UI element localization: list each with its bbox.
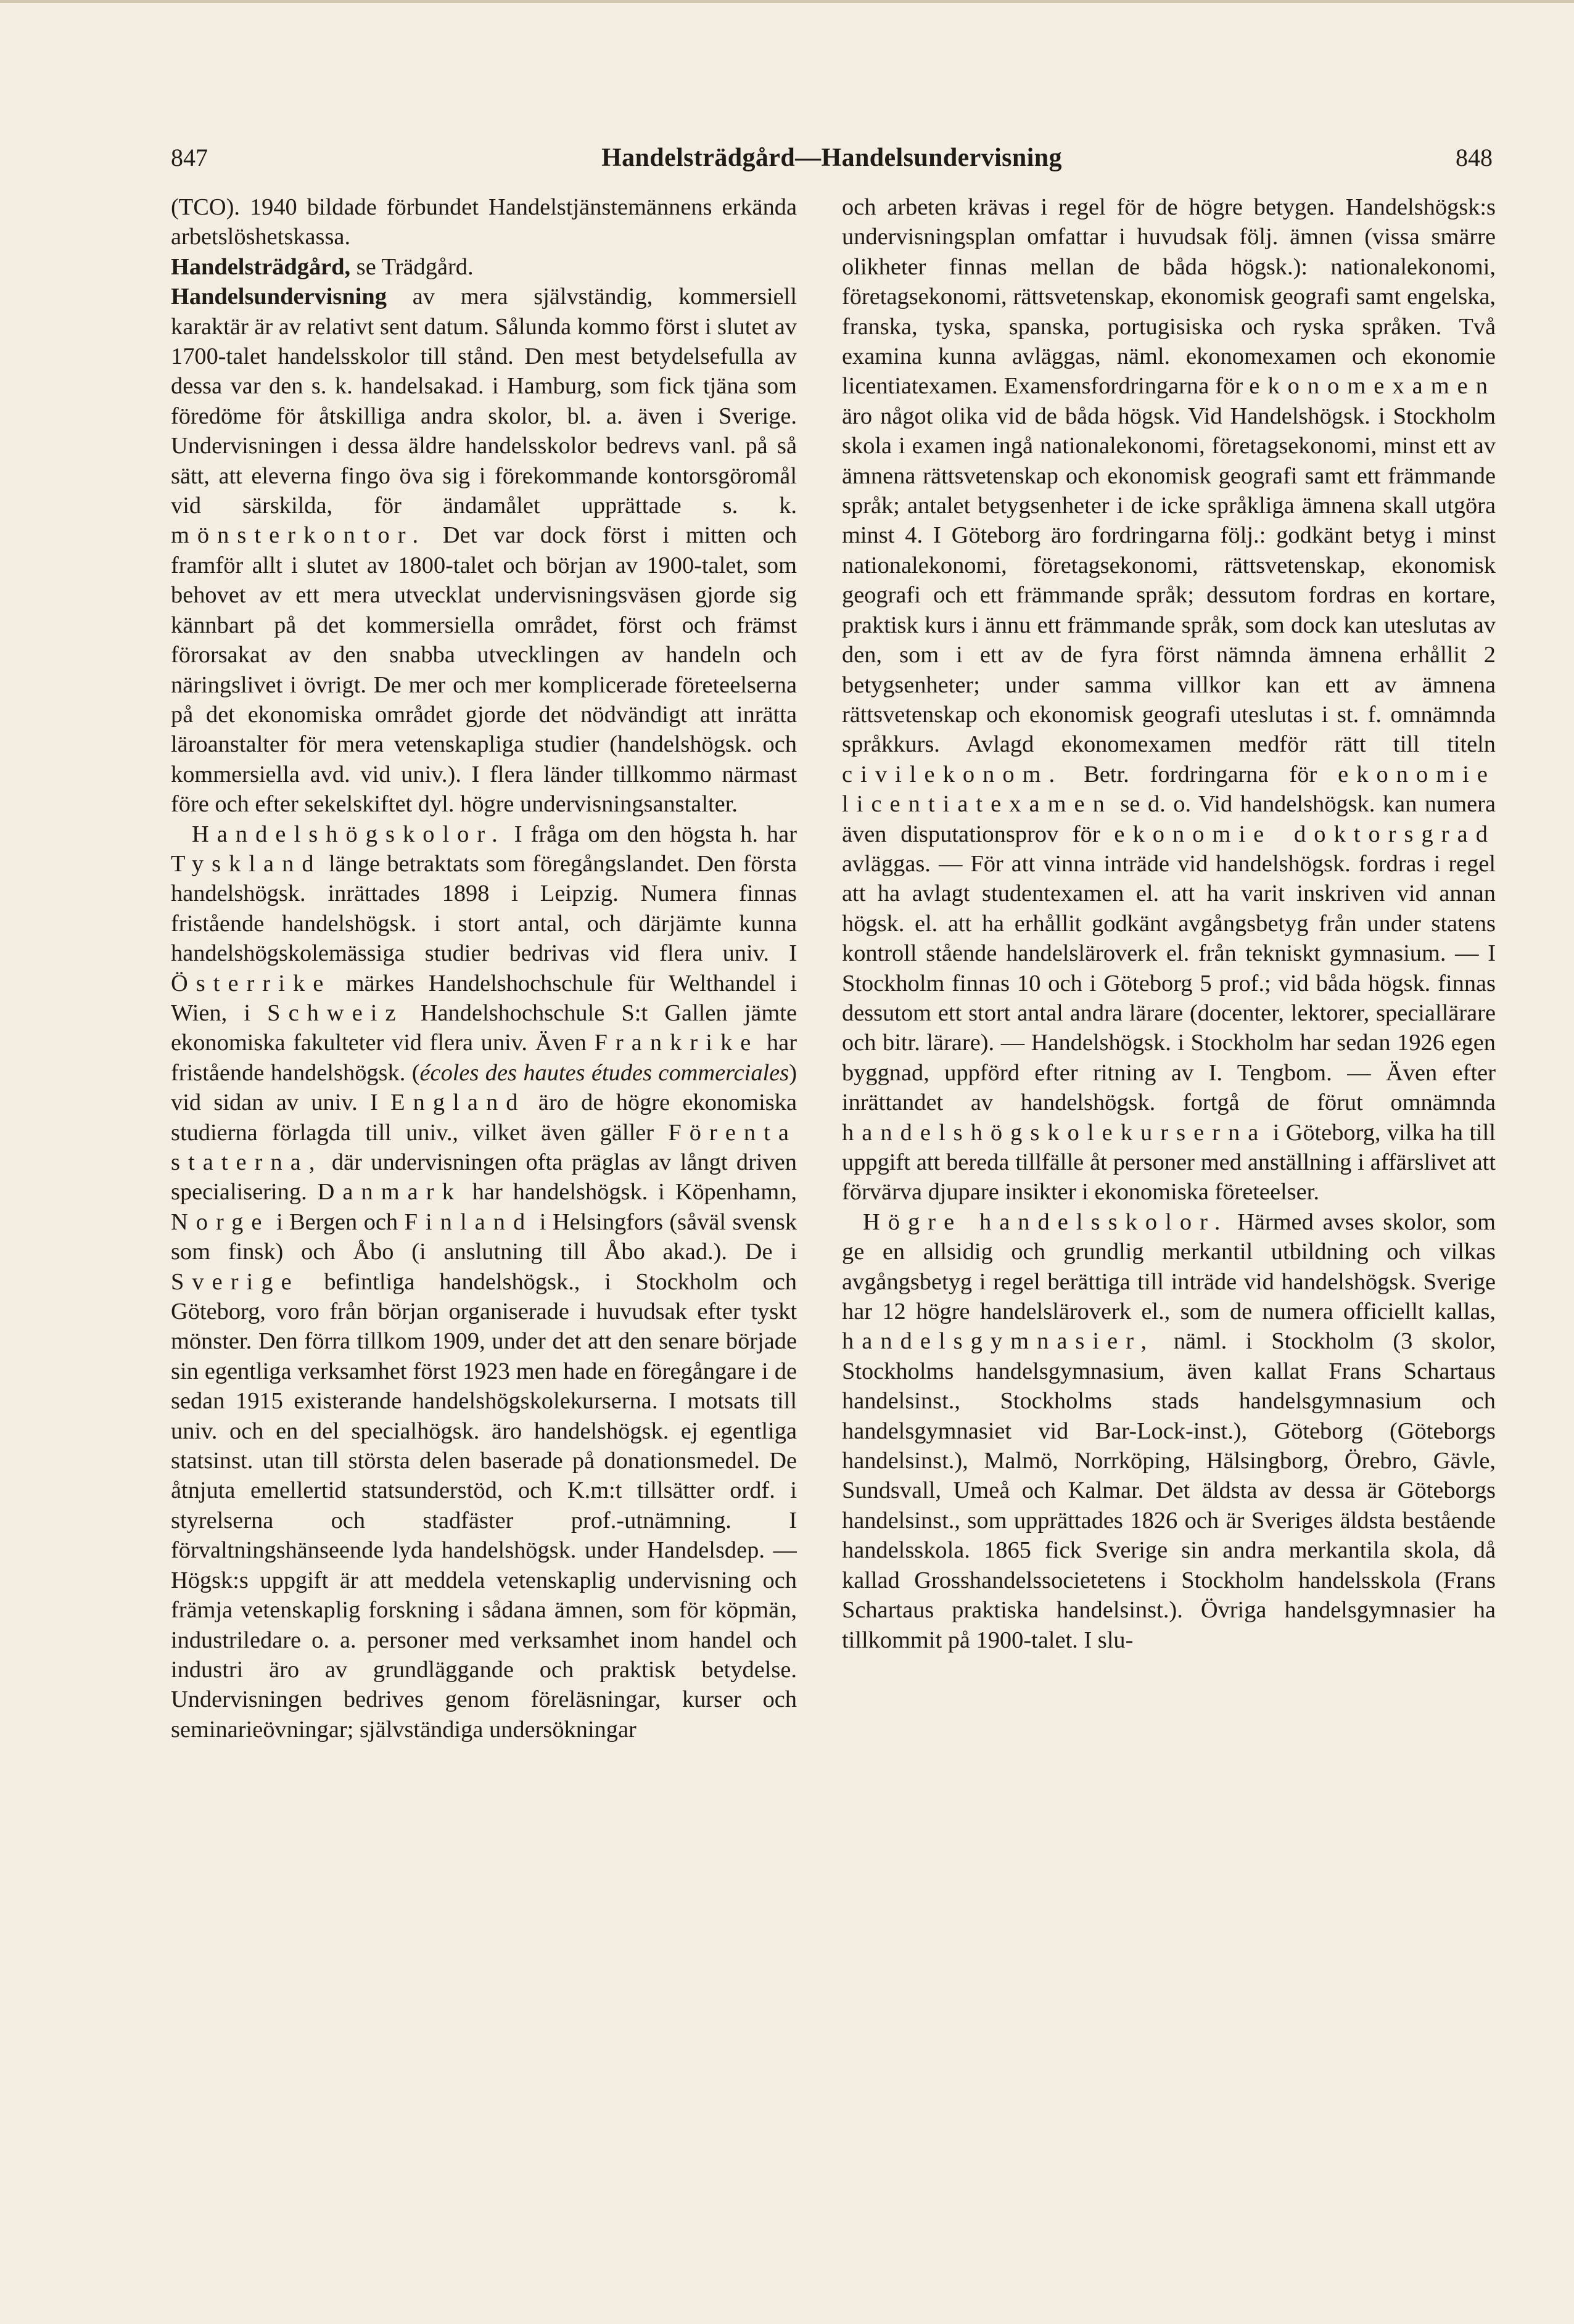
entry-text: ) vid sidan av univ. I <box>171 1059 797 1116</box>
spaced-term: handelshögskolekurserna <box>842 1119 1267 1146</box>
spaced-term: ekonomie licentiatexamen <box>842 761 1496 818</box>
top-edge-rule <box>0 0 1574 3</box>
entry-handelstradgard <box>171 252 797 282</box>
spaced-country: Sverige <box>171 1268 300 1295</box>
entry-text: i Göteborg, vilka ha till uppgift att bereda tillfälle åt personer med anställning i affärslivet att förvärva djupare insikter i ekonomiska företeelser. <box>842 1119 1496 1205</box>
spaced-country: England <box>390 1090 526 1116</box>
spaced-term: ekonomexamen <box>1249 373 1496 400</box>
spaced-country: Frankrike <box>594 1030 759 1056</box>
spaced-country: Norge <box>171 1209 270 1235</box>
spaced-term: mönsterkontor. <box>171 522 427 549</box>
entry-text: i Helsingfors (såväl svensk som finsk) och Åbo (i anslutning till Åbo akad.). De i <box>171 1209 797 1265</box>
entry-text: se Trädgård. <box>350 253 474 280</box>
lemma-handelsundervisning: Handelsundervisning <box>171 284 387 310</box>
spaced-term: civilekonom. <box>842 761 1063 787</box>
paragraph-text: (TCO). 1940 bildade förbundet Handelstjänstemännens erkända arbetslöshetskassa. <box>171 194 797 250</box>
page-number-left: 847 <box>171 144 208 171</box>
spaced-country: Österrike <box>171 970 332 996</box>
entry-text: äro de högre ekonomiska studierna förlagda till univ., vilket även gäller <box>171 1090 797 1146</box>
entry-text: Det var dock först i mitten och framför allt i slutet av 1800-talet och början av 1900-talet, som behovet av ett mera utvecklat undervisningsväsen gjorde sig kännbart på det kommersiella området, först och främst förorsakat av den snabba utvecklingen av handeln och näringslivet i övrigt. De mer och mer komplicerade företeelserna på det ekonomiska området gjorde det nödvändigt att inrätta läroanstalter för mera vetenskapliga studier (handelshögsk. och kommersiella avd. vid univ.). I flera länder tillkommo närmast före och efter sekelskiftet dyl. högre undervisningsanstalter. <box>171 522 797 818</box>
entry-text: där undervisningen ofta präglas av långt driven specialisering. <box>171 1149 797 1205</box>
entry-text: Betr. fordringarna för <box>1063 761 1338 787</box>
spaced-term: handelsgymnasier, <box>842 1328 1155 1355</box>
entry-text: länge betraktats som föregångslandet. Den första handelshögsk. inrättades 1898 i Leipzig. Numera finnas fristående handelshögsk. i stort antal, och därjämte kunna handelshögskolemässiga studier bedrivas vid flera univ. I <box>171 850 797 967</box>
entry-text: avläggas. — För att vinna inträde vid handelshögsk. fordras i regel att ha avlagt studentexamen el. att ha varit inskriven vid annan högsk. el. att ha erhållit godkänt avgångsbetyg från under statens kontroll stående handelsläroverk el. från tekniskt gymnasium. — I Stockholm finnas 10 och i Göteborg 5 prof.; vid båda högsk. finnas dessutom ett stort antal andra lärare (docenter, lektorer, speciallärare och bitr. lärare). — Handelshögsk. i Stockholm har sedan 1926 egen byggnad, uppförd efter ritning av I. Tengbom. — Även efter inrättandet av handelshögsk. fortgå de förut omnämnda <box>842 850 1496 1116</box>
page-number-right: 848 <box>1455 144 1493 171</box>
paragraph-tco <box>171 192 797 252</box>
spaced-country: Förenta staterna, <box>171 1119 797 1175</box>
spaced-country: Tyskland <box>171 850 322 877</box>
entry-text: av mera självständig, kommersiell karaktär är av relativt sent datum. Sålunda kommo först i slutet av 1700-talet handelsskolor till stånd. Den mest betydelsefulla av dessa var den s. k. handelsakad. i Hamburg, som fick tjäna som föredöme för åtskilliga andra skolor, bl. a. även i Sverige. Undervisningen i dessa äldre handelsskolor bedrevs vanl. på så sätt, att eleverna fingo öva sig i förekommande kontorsgöromål vid särskilda, för ändamålet upprättade s. k. <box>171 284 797 519</box>
entry-text: äro något olika vid de båda högsk. Vid Handelshögsk. i Stockholm skola i examen ingå nationalekonomi, företagsekonomi, minst ett av ämnena rättsvetenskap och ekonomisk geografi samt ett främmande språk; antalet betygsenheter i de icke språkliga ämnena skall utgöra minst 4. I Göteborg äro fordringarna följ.: godkänt betyg i minst nationalekonomi, företagsekonomi, rättsvetenskap, ekonomisk geografi och ett främmande språk; dessutom fordras en kortare, praktisk kurs i ännu ett främmande språk, som dock kan uteslutas av den, som i ett av de fyra först nämnda ämnena erhållit 2 betygsenheter; under samma villkor kan ett av ämnena rättsvetenskap och ekonomisk geografi uteslutas i st. f. omnämnda språkkurs. Avlagd ekonomexamen medför rätt till titeln <box>842 403 1496 758</box>
spaced-country: Finland <box>404 1209 534 1235</box>
section-hogre-handelsskolor <box>842 1207 1496 1655</box>
entry-text: befintliga handelshögsk., i Stockholm och Göteborg, voro från början organiserade i huvudsak efter tyskt mönster. Den förra tillkom 1909, under det att den senare började sin egentliga verksamhet först 1923 men hade en föregångare i de sedan 1915 existerande handelshögskolekurserna. I motsats till univ. och en del specialhögsk. äro handelshögsk. ej egentliga statsinst. utan till största delen baserade på donationsmedel. De åtnjuta emellertid statsunderstöd, och K.m:t tillsätter ordf. i styrelserna och stadfäster prof.-utnämning. I förvaltningshänseende lyda handelshögsk. under Handelsdep. — Högsk:s uppgift är att meddela vetenskaplig undervisning och främja vetenskaplig forskning i sådana ämnen, som för köpmän, industriledare o. a. personer med verksamhet inom handel och industri äro av grundläggande och praktisk betydelse. Undervisningen bedrives genom föreläsningar, kurser och seminarieövningar; självständiga undersökningar <box>171 1268 797 1743</box>
entry-text: och arbeten krävas i regel för de högre betygen. Handelshögsk:s undervisningsplan omfattar i huvudsak följ. ämnen (vissa smärre olikheter finnas mellan de båda högsk.): nationalekonomi, företagsekonomi, rättsvetenskap, ekonomisk geografi samt engelska, franska, tyska, spanska, portugisiska och ryska språken. Två examina kunna avläggas, näml. ekonomexamen och ekonomie licentiatexamen. Examensfordringarna för <box>842 194 1496 400</box>
entry-handelsundervisning <box>171 282 797 819</box>
entry-text: Handelshochschule S:t Gallen jämte ekonomiska fakulteter vid flera univ. Även <box>171 1000 797 1056</box>
running-title: Handelsträdgård—Handelsundervisning <box>601 144 1062 172</box>
entry-text: Härmed avses skolor, som ge en allsidig och grundlig merkantil utbildning och vilkas avgångsbetyg i regel berättiga till inträde vid handelshögsk. Sverige har 12 högre handelsläroverk el., som de numera officiellt kallas, <box>842 1209 1496 1325</box>
right-column <box>842 192 1496 2252</box>
running-head <box>171 143 1493 180</box>
paragraph-examina <box>842 192 1496 1207</box>
spaced-country: Danmark <box>317 1179 462 1205</box>
entry-text: se d. o. Vid handelshögsk. kan numera även disputationsprov för <box>842 791 1496 847</box>
section-heading-handelshogskolor: Handelshögskolor. <box>192 821 506 847</box>
left-column <box>171 192 797 2252</box>
entry-text: har fristående handelshögsk. ( <box>171 1030 797 1086</box>
lemma-handelstradgard: Handelsträdgård, <box>171 253 351 280</box>
section-handelshogskolor <box>171 819 797 1745</box>
italic-term: écoles des hautes études commerciales <box>419 1059 789 1086</box>
entry-text: näml. i Stockholm (3 skolor, Stockholms handelsgymnasium, även kallat Frans Schartaus handelsinst., Stockholms stads handelsgymnasium och handelsgymnasiet vid Bar-Lock-inst.), Göteborg (Göteborgs handelsinst.), Malmö, Norrköping, Hälsingborg, Örebro, Gävle, Sundsvall, Umeå och Kalmar. Det äldsta av dessa är Göteborgs handelsinst., som upprättades 1826 och är Sveriges äldsta bestående handelsskola. 1865 fick Sverige sin andra merkantila skola, då kallad Grosshandelssocietetens i Stockholm handelsskola (Frans Schartaus praktiska handelsinst.). Övriga handelsgymnasier ha tillkommit på 1900-talet. I slu- <box>842 1328 1496 1653</box>
section-heading-hogre-handelsskolor: Högre handelsskolor. <box>863 1209 1229 1235</box>
entry-text: har handelshögsk. i Köpenhamn, <box>461 1179 797 1205</box>
entry-text: i Bergen och <box>270 1209 405 1235</box>
entry-text: märkes Handelshochschule für Welthandel i Wien, i <box>171 970 797 1026</box>
spaced-term: ekonomie doktorsgrad <box>1114 821 1496 847</box>
spaced-country: Schweiz <box>267 1000 404 1026</box>
entry-text: I fråga om den högsta h. har <box>505 821 797 847</box>
